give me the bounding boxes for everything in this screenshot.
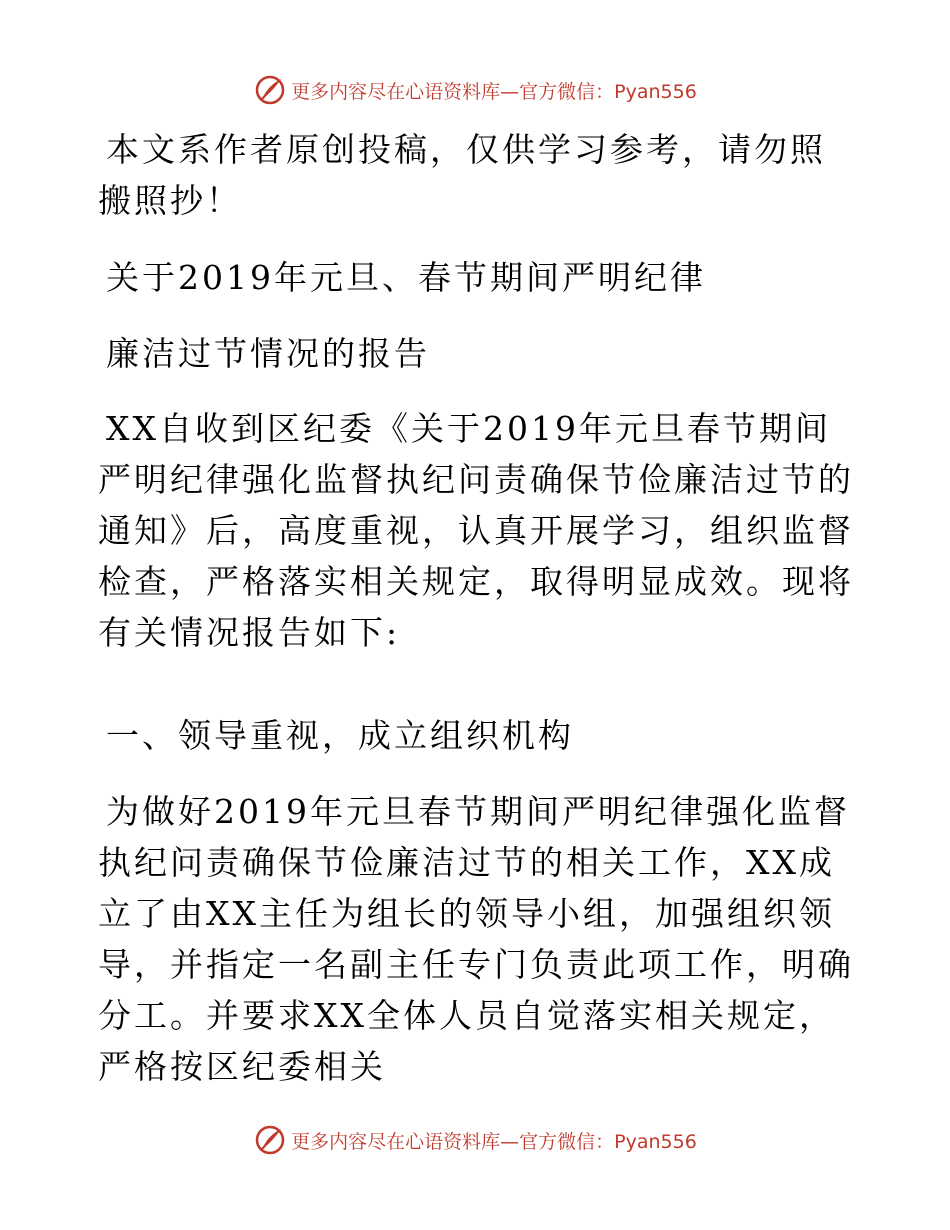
- title-line-1-text: 关于2019年元旦、春节期间严明纪律: [106, 258, 706, 297]
- paragraph-1: [98, 403, 858, 658]
- intro-text: 本文系作者原创投稿，仅供学习参考，请勿照搬照抄！: [98, 130, 826, 220]
- paragraph-1-text: XX自收到区纪委《关于2019年元旦春节期间严明纪律强化监督执纪问责确保节俭廉洁过节的通知》后，高度重视，认真开展学习，组织监督检查，严格落实相关规定，取得明显成效。现将有关情况报告如下:: [98, 409, 854, 652]
- footer-banner: [0, 1120, 950, 1160]
- quill-pen-logo-icon: [253, 73, 287, 107]
- section-heading-1-text: 一、领导重视，成立组织机构: [106, 716, 574, 755]
- paragraph-2-text: 为做好2019年元旦春节期间严明纪律强化监督执纪问责确保节俭廉洁过节的相关工作，XX成立了由XX主任为组长的领导小组，加强组织领导，并指定一名副主任专门负责此项工作，明确分工。并要求XX全体人员自觉落实相关规定，严格按区纪委相关: [98, 792, 854, 1086]
- header-banner: [0, 70, 950, 110]
- header-banner-text: 更多内容尽在心语资料库—官方微信：Pyan556: [291, 80, 697, 103]
- quill-pen-logo-icon: [253, 1123, 287, 1157]
- title-line-2: [98, 328, 858, 379]
- paragraph-2: [98, 786, 858, 1092]
- title-line-1: [98, 252, 858, 303]
- footer-banner-text: 更多内容尽在心语资料库—官方微信：Pyan556: [291, 1130, 697, 1153]
- title-line-2-text: 廉洁过节情况的报告: [106, 334, 430, 373]
- section-heading-1: [98, 710, 858, 761]
- intro-notice: [98, 124, 858, 226]
